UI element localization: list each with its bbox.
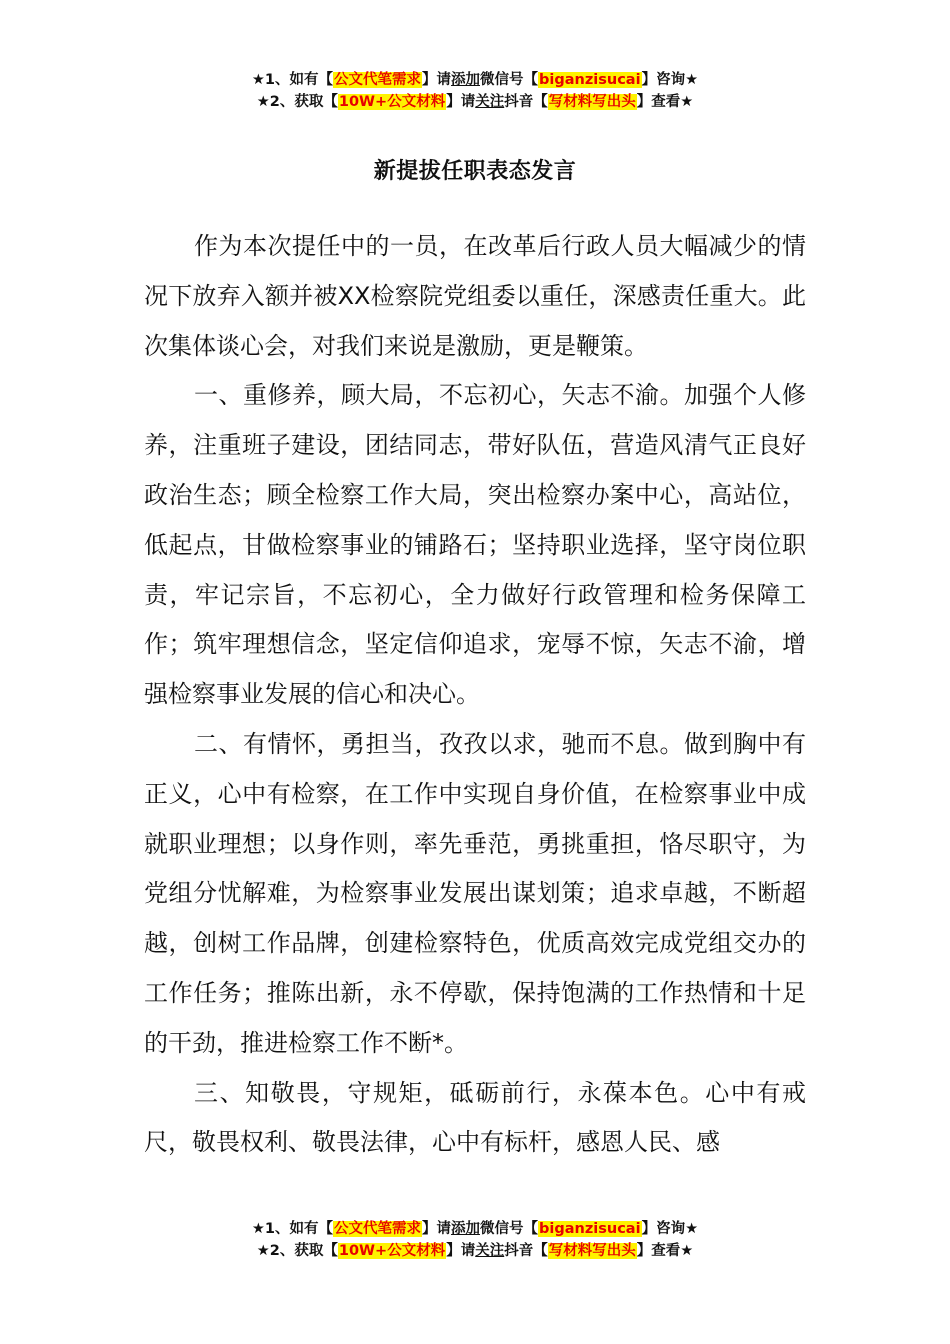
banner-text: 】请	[422, 72, 452, 88]
paragraph-section-1: 一、重修养，顾大局，不忘初心，矢志不渝。加强个人修养，注重班子建设，团结同志，带好队伍，营造风清气正良好政治生态；顾全检察工作大局，突出检察办案中心，高站位，低起点，甘做检察事业的铺路石；坚持职业选择，坚守岗位职责，牢记宗旨，不忘初心，全力做好行政管理和检务保障工作；筑牢理想信念，坚定信仰追求，宠辱不惊，矢志不渝，增强检察事业发展的信心和决心。	[144, 381, 806, 709]
banner-text: 】咨询★	[641, 72, 699, 88]
banner-text: 】咨询★	[641, 1221, 699, 1237]
banner-highlight: 公文代笔需求	[334, 1221, 422, 1237]
paragraph-section-3: 三、知敬畏，守规矩，砥砺前行，永葆本色。心中有戒尺，敬畏权利、敬畏法律，心中有标杆，感恩人民、感	[144, 1078, 806, 1157]
document-body	[144, 222, 806, 1168]
paragraph-section-2: 二、有情怀，勇担当，孜孜以求，驰而不息。做到胸中有正义，心中有检察，在工作中实现自身价值，在检察事业中成就职业理想；以身作则，率先垂范，勇挑重担，恪尽职守，为党组分忧解难，为检察事业发展出谋划策；追求卓越，不断超越，创树工作品牌，创建检察特色，优质高效完成党组交办的工作任务；推陈出新，永不停歇，保持饱满的工作热情和十足的干劲，推进检察工作不断*。	[144, 729, 806, 1057]
banner-line-1	[0, 1218, 950, 1240]
banner-highlight: 写材料写出头	[548, 94, 636, 110]
banner-highlight: 写材料写出头	[548, 1243, 636, 1259]
footer-banner	[0, 1218, 950, 1262]
banner-text: 抖音【	[504, 1243, 548, 1259]
banner-text: ★1、如有【	[251, 72, 334, 88]
banner-text: ★2、获取【	[256, 1243, 338, 1259]
banner-text: 抖音【	[504, 94, 548, 110]
banner-text: 微信号【	[480, 72, 539, 88]
document-title: 新提拔任职表态发言	[373, 159, 577, 184]
banner-underline: 关注	[475, 94, 505, 110]
banner-text: 】请	[446, 1243, 476, 1259]
banner-underline: 关注	[475, 1243, 505, 1259]
banner-highlight: 公文代笔需求	[334, 72, 422, 88]
paragraph-intro: 作为本次提任中的一员，在改革后行政人员大幅减少的情况下放弃入额并被XX检察院党组委以重任，深感责任重大。此次集体谈心会，对我们来说是激励，更是鞭策。	[144, 232, 806, 360]
banner-highlight: biganzisucai	[539, 1221, 641, 1237]
banner-line-2	[0, 1240, 950, 1262]
banner-underline: 添加	[451, 1221, 481, 1237]
banner-text: 微信号【	[480, 1221, 539, 1237]
banner-text: 】请	[446, 94, 476, 110]
banner-text: 】查看★	[636, 1243, 694, 1259]
banner-text: ★2、获取【	[256, 94, 338, 110]
banner-line-2	[0, 91, 950, 113]
banner-line-1	[0, 69, 950, 91]
header-banner	[0, 69, 950, 113]
banner-highlight: biganzisucai	[539, 72, 641, 88]
banner-text: ★1、如有【	[251, 1221, 334, 1237]
banner-underline: 添加	[451, 72, 481, 88]
banner-highlight: 10W+公文材料	[338, 1243, 446, 1259]
banner-text: 】查看★	[636, 94, 694, 110]
banner-text: 】请	[422, 1221, 452, 1237]
banner-highlight: 10W+公文材料	[338, 94, 446, 110]
